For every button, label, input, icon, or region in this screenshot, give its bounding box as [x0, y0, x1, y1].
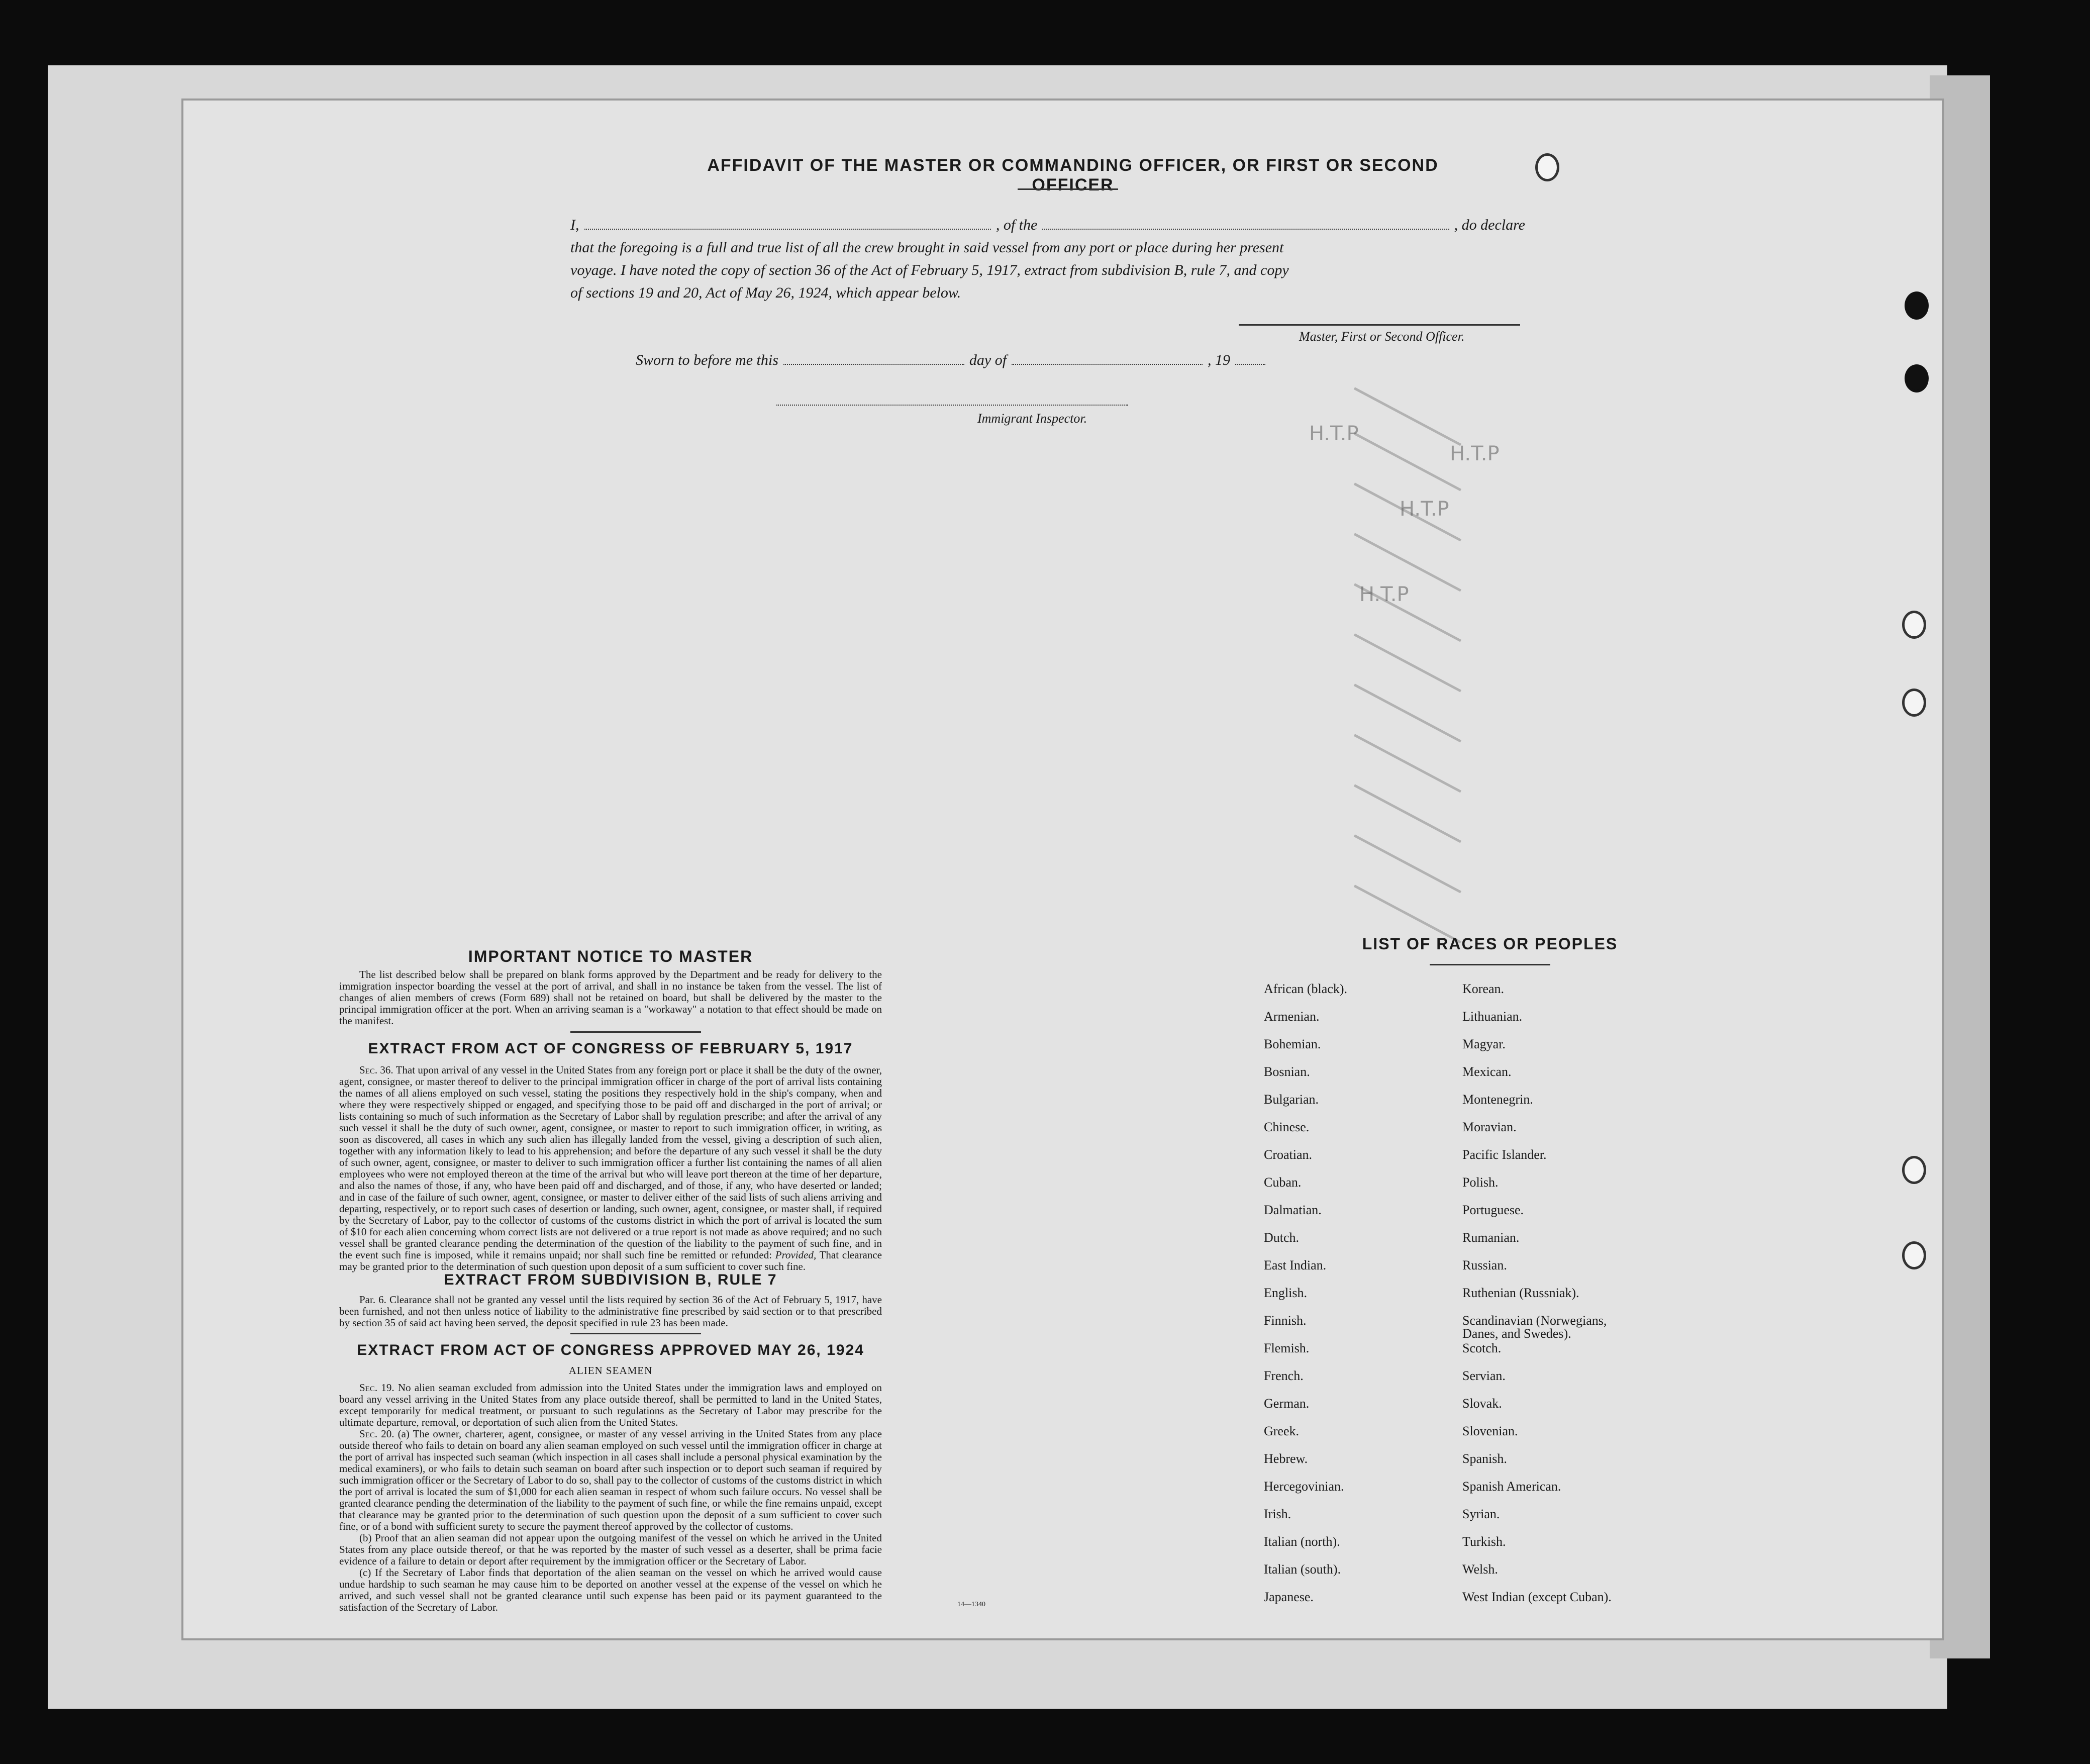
race-item: Bosnian. [1264, 1064, 1310, 1079]
sec-19 [339, 1382, 882, 1428]
race-item: Welsh. [1462, 1562, 1498, 1577]
race-item: Magyar. [1462, 1037, 1506, 1051]
races-left-column [1264, 983, 1347, 1618]
race-item: Greek. [1264, 1424, 1300, 1438]
punch-hole-icon [1905, 291, 1929, 320]
race-item: East Indian. [1264, 1258, 1327, 1272]
declaration-i: I, [570, 217, 579, 233]
sec-20a [339, 1428, 882, 1532]
extract-1924-body [339, 1382, 882, 1613]
race-item: West Indian (except Cuban). [1462, 1590, 1612, 1604]
inspector-signature-label: Immigrant Inspector. [977, 411, 1087, 426]
handwritten-mark: H.T.P [1309, 422, 1359, 445]
declaration [570, 214, 1525, 304]
form-number: 14—1340 [957, 1601, 985, 1608]
extract-1917-body [339, 1064, 882, 1272]
sworn-day-of: day of [969, 352, 1007, 368]
sec-20a-text: (a) The owner, charterer, agent, consignee, or master of any vessel arriving in the United States from any place outside thereof who fails to detain on board any alien seaman employed on such vessel until the immigration officer in charge at the port of arrival has inspected such seaman (which inspection in all cases shall include a personal physical examination by the medical examiners), or who fails to detain such seaman on board after such inspection or to deport such seaman if required by such immigration officer or the Secretary of Labor to do so, shall pay to the collector of customs of the customs district in which the port of arrival is located the sum of $1,000 for each alien seaman in respect of whom such failure occurs. No vessel shall be granted clearance pending the determination of the liability to the payment of such fine, or while the fine remains unpaid, except that clearance may be granted prior to the determination of such question upon the deposit of a sum sufficient to cover such fine, or of a bond with sufficient surety to secure the payment thereof approved by the collector of customs. [339, 1428, 882, 1532]
race-item: Korean. [1462, 982, 1505, 996]
sworn-line [636, 352, 1289, 369]
ghost-mark [1354, 734, 1461, 793]
race-item: Moravian. [1462, 1120, 1517, 1134]
sec-19-text: No alien seaman excluded from admission into the United States under the immigration laws and employed on board any vessel arriving in the United States from any place outside thereof, shall be permitted to land in the United States, except temporarily for medical treatment, or pursuant to such regulations as the Secretary of Labor may prescribe for the ultimate departure, removal, or deportation of such alien from the United States. [339, 1382, 882, 1428]
extract-rule7-body: Par. 6. Clearance shall not be granted any vessel until the lists required by section 36 of the Act of February 5, 1917, have been furnished, and not then unless notice of liability to the administrative fine prescribed by said section or to that prescribed by section 35 of said act having been served, the deposit specified in rule 23 has been made. [339, 1294, 882, 1329]
sec-20c: (c) If the Secretary of Labor finds that deportation of the alien seaman on the vessel on which he arrived would cause undue hardship to such seaman he may cause him to be deported on another vessel at the expense of the vessel on which he arrived, and such vessel shall not be granted clearance until such expense has been paid or its payment guaranteed to the satisfaction of the Secretary of Labor. [339, 1566, 882, 1613]
punch-hole-icon [1905, 364, 1929, 393]
sec-19-label: Sec. 19. [359, 1382, 394, 1394]
sec-20-label: Sec. 20. [359, 1428, 394, 1440]
declaration-of-the: , of the [996, 217, 1038, 233]
extract-1924-title: EXTRACT FROM ACT OF CONGRESS APPROVED MAY 26, 1924 [357, 1342, 864, 1358]
master-signature-line[interactable] [1239, 324, 1520, 326]
alien-seamen-subtitle: ALIEN SEAMEN [568, 1364, 653, 1377]
declaration-line-3: voyage. I have noted the copy of section 36 of the Act of February 5, 1917, extract from subdivision B, rule 7, and copy [570, 262, 1289, 278]
race-item: Italian (north). [1264, 1534, 1340, 1549]
race-item: Russian. [1462, 1258, 1507, 1272]
sworn-day-blank[interactable] [783, 353, 964, 365]
race-item: Mexican. [1462, 1064, 1512, 1079]
race-item: Cuban. [1264, 1175, 1302, 1190]
ghost-mark [1354, 683, 1461, 742]
ghost-mark [1354, 633, 1461, 692]
race-item: Hebrew. [1264, 1451, 1308, 1466]
race-item: Flemish. [1264, 1341, 1310, 1355]
sworn-month-blank[interactable] [1012, 353, 1203, 365]
race-item: Finnish. [1264, 1313, 1307, 1328]
divider [1018, 188, 1118, 190]
race-item: Scotch. [1462, 1341, 1502, 1355]
race-item: African (black). [1264, 982, 1348, 996]
handwritten-mark: H.T.P [1400, 498, 1449, 521]
name-blank[interactable] [584, 218, 991, 230]
race-item: Irish. [1264, 1507, 1291, 1521]
punch-hole-icon [1902, 1156, 1926, 1184]
declaration-line-1 [570, 214, 1525, 236]
race-item: Dutch. [1264, 1230, 1300, 1245]
notice-title: IMPORTANT NOTICE TO MASTER [468, 947, 753, 965]
race-item: French. [1264, 1368, 1304, 1383]
sec-36-label: Sec. 36. [359, 1064, 393, 1076]
sworn-year-blank[interactable] [1235, 353, 1265, 365]
ghost-mark [1354, 834, 1461, 893]
ghost-mark [1354, 784, 1461, 843]
race-item: Ruthenian (Russniak). [1462, 1286, 1579, 1300]
master-signature-label: Master, First or Second Officer. [1299, 329, 1465, 344]
race-item: Bohemian. [1264, 1037, 1321, 1051]
race-item: Syrian. [1462, 1507, 1500, 1521]
race-item: Hercegovinian. [1264, 1479, 1344, 1494]
race-item: Portuguese. [1462, 1203, 1524, 1217]
punch-hole-icon [1902, 1241, 1926, 1269]
race-item: Rumanian. [1462, 1230, 1520, 1245]
punch-hole-icon [1902, 689, 1926, 717]
race-item: Dalmatian. [1264, 1203, 1322, 1217]
race-item: Scandinavian (Norwegians, Danes, and Swedes). [1462, 1313, 1607, 1341]
race-item: Slovak. [1462, 1396, 1502, 1411]
declaration-line-4: of sections 19 and 20, Act of May 26, 1924, which appear below. [570, 284, 961, 301]
race-item: Polish. [1462, 1175, 1499, 1190]
handwritten-mark: H.T.P [1359, 583, 1409, 606]
race-item: Chinese. [1264, 1120, 1310, 1134]
ghost-mark [1354, 432, 1461, 491]
inspector-signature-line[interactable] [776, 405, 1128, 406]
sec-36-text: That upon arrival of any vessel in the United States from any foreign port or place it shall be the duty of the owner, agent, consignee, or master thereof to deliver to the principal immigration officer in charge of the port of arrival lists containing the names of all aliens employed on such vessel, stating the positions they respectively hold in the ship's company, when and where they were respectively shipped or engaged, and specifying those to be paid off and discharged in the port of arrival; or lists containing so much of such information as the Secretary of Labor shall by regulation prescribe; and after the arrival of any such vessel it shall be the duty of such owner, agent, consignee, or master to report to such immigration officer, in writing, as soon as discovered, all cases in which any such alien has illegally landed from the vessel, giving a description of such alien, together with any information likely to lead to his apprehension; and before the departure of any such vessel it shall be the duty of such owner, agent, consignee, or master to deliver to such immigration officer a further list containing the names of all alien employees who were not employed thereon at the time of the arrival but who will leave port thereon at the time of her departure, and also the names of those, if any, who have been paid off and discharged, and of those, if any, who have deserted or landed; and in case of the failure of such owner, agent, consignee, or master to deliver either of the said lists of such aliens arriving and departing, respectively, or to report such cases of desertion or landing, such owner, agent, consignee, or master shall, if required by the Secretary of Labor, pay to the collector of customs of the customs district in which the port of arrival is located the sum of $10 for each alien concerning whom correct lists are not delivered or a true report is not made as above required; and no such vessel shall be granted clearance pending the determination of the question of the liability to the payment of such fine, and in the event such fine is imposed, while it remains unpaid; nor shall such fine be remitted or refunded: [339, 1064, 882, 1261]
race-item: Slovenian. [1462, 1424, 1518, 1438]
sec-20b: (b) Proof that an alien seaman did not appear upon the outgoing manifest of the vessel on which he arrived in the United States from any place outside thereof, or that he was reported by the master of such vessel as a deserter, shall be prima facie evidence of a failure to detain or deport after requirement by the immigration officer or the Secretary of Labor. [339, 1532, 882, 1567]
race-item: Lithuanian. [1462, 1009, 1523, 1024]
sworn-label: Sworn to before me this [636, 352, 778, 368]
race-item: Servian. [1462, 1368, 1506, 1383]
race-item: Armenian. [1264, 1009, 1320, 1024]
proviso-text: That clearance may be granted prior to the determination of such question upon deposit of a sum sufficient to cover such fine. [339, 1249, 882, 1272]
extract-rule7-title: EXTRACT FROM SUBDIVISION B, RULE 7 [444, 1271, 777, 1288]
divider [570, 1333, 701, 1334]
races-right-column [1462, 983, 1643, 1618]
races-title: LIST OF RACES OR PEOPLES [1362, 935, 1618, 953]
race-item: Pacific Islander. [1462, 1147, 1547, 1162]
affidavit-title: AFFIDAVIT OF THE MASTER OR COMMANDING OFFICER, OR FIRST OR SECOND OFFICER [707, 156, 1439, 194]
race-item: German. [1264, 1396, 1310, 1411]
race-item: Italian (south). [1264, 1562, 1341, 1577]
vessel-blank[interactable] [1042, 218, 1449, 230]
race-item: Montenegrin. [1462, 1092, 1533, 1107]
sworn-year: , 19 [1208, 352, 1231, 368]
race-item: Japanese. [1264, 1590, 1314, 1604]
declaration-line-2: that the foregoing is a full and true list of all the crew brought in said vessel from any port or place during her present [570, 239, 1284, 256]
race-item: Croatian. [1264, 1147, 1313, 1162]
divider [1430, 964, 1550, 965]
affidavit-page [183, 101, 1942, 1638]
punch-hole-icon [1535, 153, 1559, 181]
declaration-do-declare: , do declare [1454, 217, 1525, 233]
race-item: English. [1264, 1286, 1307, 1300]
ghost-mark [1354, 387, 1461, 446]
divider [570, 1031, 701, 1033]
race-item: Spanish. [1462, 1451, 1507, 1466]
race-item: Spanish American. [1462, 1479, 1561, 1494]
proviso-label: Provided, [775, 1249, 817, 1261]
race-item: Bulgarian. [1264, 1092, 1319, 1107]
handwritten-mark: H.T.P [1450, 442, 1500, 465]
race-item: Turkish. [1462, 1534, 1506, 1549]
extract-1917-title: EXTRACT FROM ACT OF CONGRESS OF FEBRUARY 5, 1917 [368, 1040, 853, 1057]
punch-hole-icon [1902, 611, 1926, 639]
notice-body: The list described below shall be prepared on blank forms approved by the Department and be ready for delivery to the immigration inspector boarding the vessel at the port of arrival, and shall in no instance be taken from the vessel. The list of changes of alien members of crews (Form 689) shall not be retained on board, but shall be delivered by the master to the principal immigration officer at the port. When an arriving seaman is a "workaway" a notation to that effect should be made on the manifest. [339, 968, 882, 1027]
